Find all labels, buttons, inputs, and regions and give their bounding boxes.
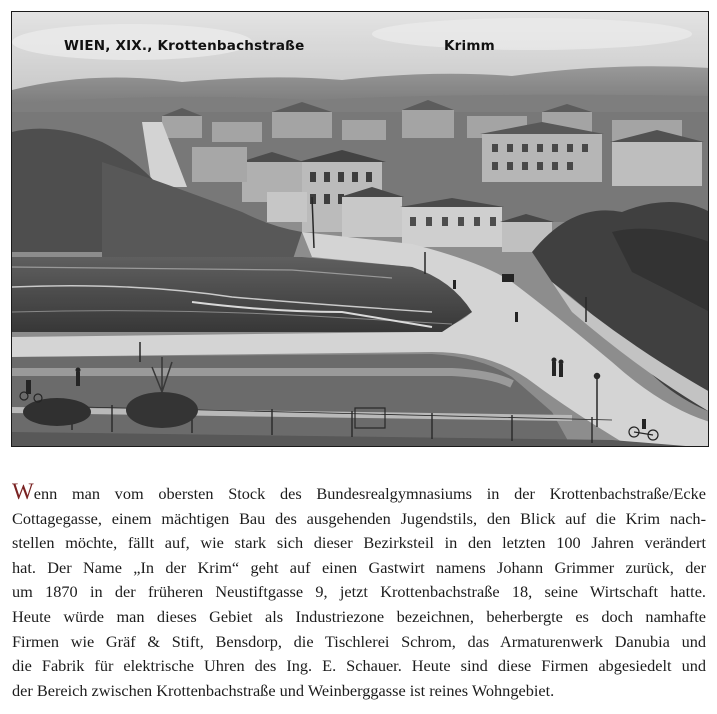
text-line-7: Firmen wie Gräf & Stift, Bensdorp, die Tischlerei Schrom, das Armaturenwerk Danubia und: [12, 631, 706, 651]
text-line-5: um 1870 in der früheren Neustiftgasse 9, jetzt Krottenbachstraße 18, seine Wirtschaft hatte.: [12, 582, 706, 602]
text-line-9: der Bereich zwischen Krottenbachstraße und Weinberggasse ist reines Wohngebiet.: [12, 680, 555, 700]
text-line-2: Cottagegasse, einem mächtigen Bau des ausgehenden Jugendstils, den Blick auf die Krim nach-: [12, 508, 706, 528]
text-line-1: [12, 479, 706, 507]
text-line-3: stellen möchte, fällt auf, wie stark sich dieser Bezirksteil in den letzten 100 Jahren verändert: [12, 533, 706, 553]
text-line-6: Heute würde man dieses Gebiet als Industriezone bezeichnen, beherbergte es doch namhafte: [12, 606, 706, 626]
text-line-1-rest: enn man vom obersten Stock des Bundesrealgymnasiums in der Krottenbachstraße/Ecke: [33, 484, 706, 503]
photo-caption-street: WIEN, XIX., Krottenbachstraße: [64, 38, 305, 54]
text-line-8: die Fabrik für elektrische Uhren des Ing. E. Schauer. Heute sind diese Firmen abgesiedelt und: [12, 656, 706, 676]
drop-initial: W: [12, 479, 34, 504]
text-line-4: hat. Der Name „In der Krim“ geht auf einen Gastwirt namens Johann Grimmer zurück, der: [12, 557, 706, 577]
historic-photograph: [11, 11, 709, 447]
photo-caption-district: Krimm: [444, 38, 495, 54]
street-scene-image: [12, 12, 709, 447]
article-text: [12, 479, 712, 703]
